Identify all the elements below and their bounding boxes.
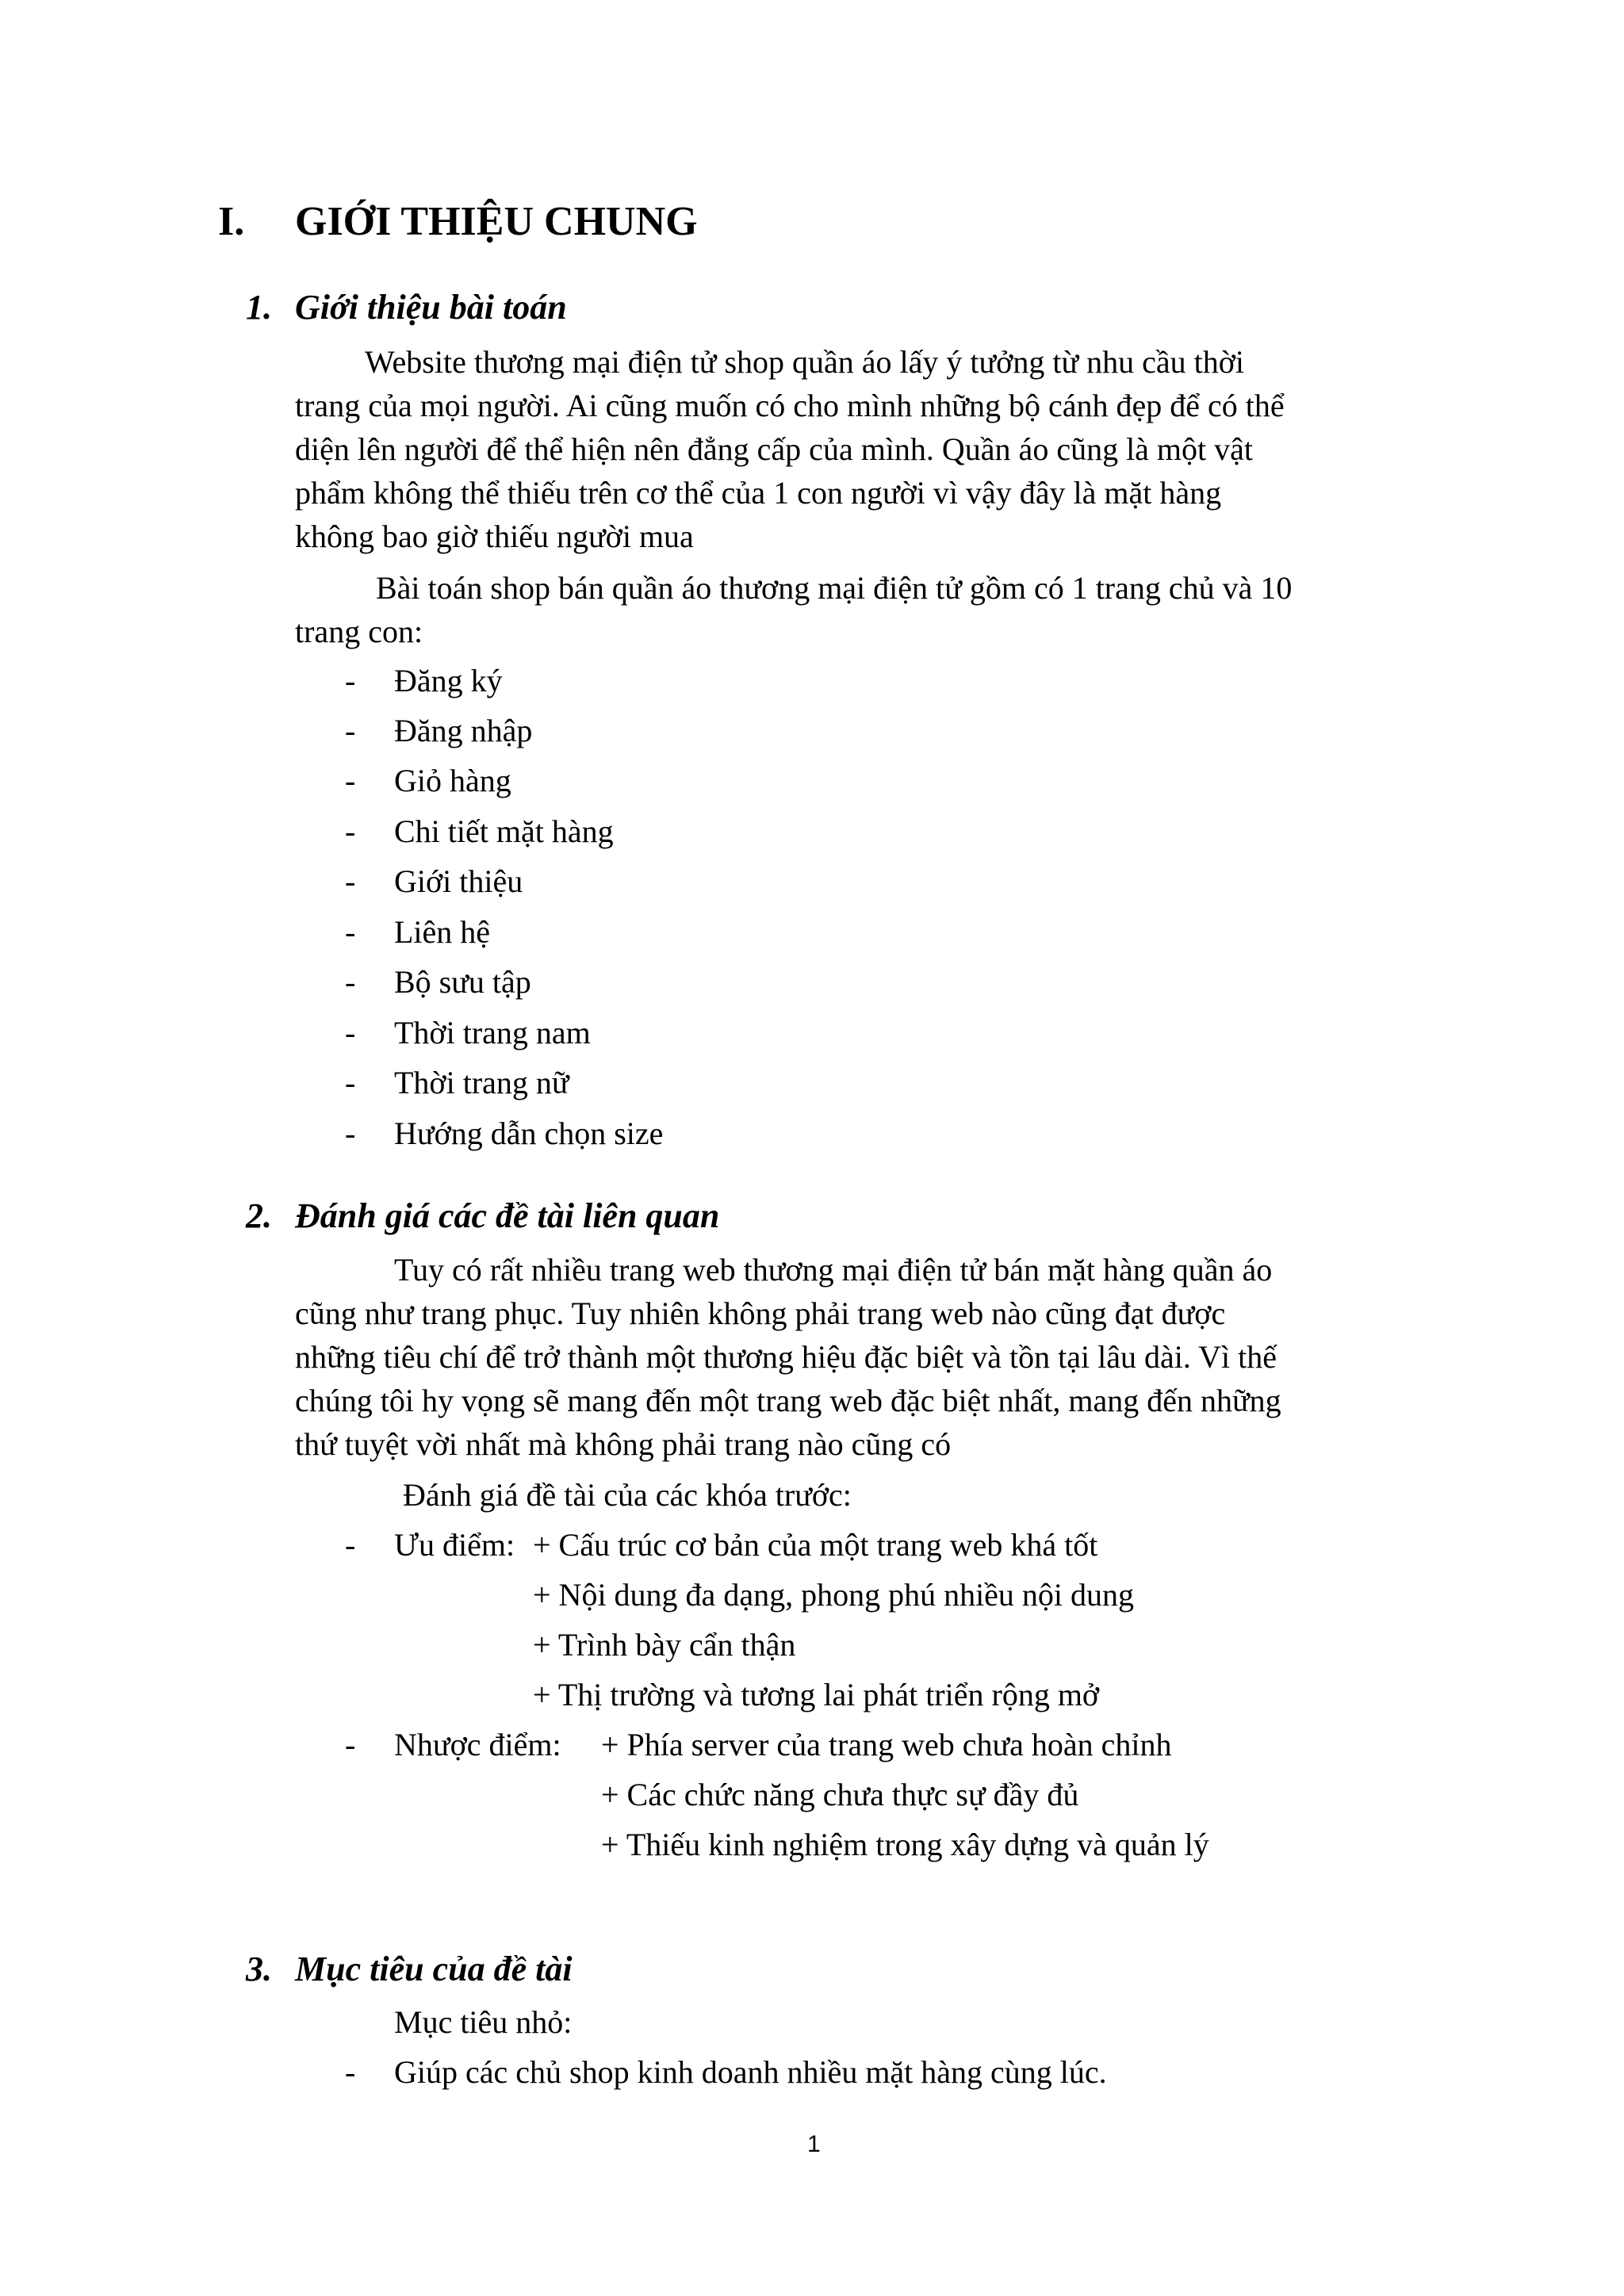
cons-item: + Phía server của trang web chưa hoàn chỉnh bbox=[601, 1727, 1172, 1762]
cons-label: Nhược điểm: bbox=[394, 1727, 561, 1762]
list-item: Liên hệ bbox=[394, 914, 491, 950]
subsection-title-2: Đánh giá các đề tài liên quan bbox=[295, 1196, 720, 1235]
cons-item: + Thiếu kinh nghiệm trong xây dựng và quản lý bbox=[601, 1827, 1209, 1862]
section-title: GIỚI THIỆU CHUNG bbox=[295, 199, 698, 244]
subsection-title-3: Mục tiêu của đề tài bbox=[295, 1950, 573, 1988]
list-bullet: - bbox=[345, 1527, 356, 1563]
list-item: Bộ sưu tập bbox=[394, 964, 531, 1000]
list-bullet: - bbox=[345, 713, 356, 748]
list-bullet: - bbox=[345, 2054, 356, 2090]
paragraph-line: cũng như trang phục. Tuy nhiên không phải trang web nào cũng đạt được bbox=[295, 1295, 1226, 1331]
paragraph-line: Website thương mại điện tử shop quần áo lấy ý tưởng từ nhu cầu thời bbox=[365, 344, 1245, 380]
list-item: Thời trang nam bbox=[394, 1015, 591, 1050]
list-item: Giỏ hàng bbox=[394, 763, 511, 798]
list-item: Đăng ký bbox=[394, 663, 503, 698]
paragraph-line: không bao giờ thiếu người mua bbox=[295, 519, 694, 554]
paragraph-line: những tiêu chí để trở thành một thương hiệu đặc biệt và tồn tại lâu dài. Vì thế bbox=[295, 1339, 1277, 1375]
list-bullet: - bbox=[345, 1065, 356, 1100]
paragraph-line: Bài toán shop bán quần áo thương mại điện tử gồm có 1 trang chủ và 10 bbox=[376, 570, 1293, 606]
list-item: Hướng dẫn chọn size bbox=[394, 1115, 664, 1151]
list-item: Giới thiệu bbox=[394, 863, 523, 899]
pros-item: + Cấu trúc cơ bản của một trang web khá tốt bbox=[533, 1527, 1098, 1563]
subsection-number-3: 3. bbox=[246, 1950, 272, 1988]
list-item: Chi tiết mặt hàng bbox=[394, 813, 614, 849]
paragraph-line: Mục tiêu nhỏ: bbox=[394, 2004, 573, 2040]
section-number: I. bbox=[218, 199, 245, 244]
paragraph-line: Tuy có rất nhiều trang web thương mại điện tử bán mặt hàng quần áo bbox=[394, 1252, 1273, 1288]
paragraph-line: Đánh giá đề tài của các khóa trước: bbox=[403, 1477, 852, 1513]
list-bullet: - bbox=[345, 1015, 356, 1050]
subsection-number-2: 2. bbox=[246, 1196, 272, 1235]
pros-item: + Trình bày cẩn thận bbox=[533, 1627, 796, 1663]
list-bullet: - bbox=[345, 1727, 356, 1762]
list-bullet: - bbox=[345, 763, 356, 798]
list-bullet: - bbox=[345, 813, 356, 849]
list-item: Giúp các chủ shop kinh doanh nhiều mặt hàng cùng lúc. bbox=[394, 2054, 1107, 2090]
paragraph-line: trang con: bbox=[295, 614, 423, 649]
pros-label: Ưu điểm: bbox=[394, 1527, 515, 1563]
subsection-number-1: 1. bbox=[246, 288, 272, 327]
list-bullet: - bbox=[345, 1115, 356, 1151]
pros-item: + Nội dung đa dạng, phong phú nhiều nội dung bbox=[533, 1577, 1135, 1613]
paragraph-line: diện lên người để thể hiện nên đẳng cấp của mình. Quần áo cũng là một vật bbox=[295, 431, 1254, 467]
paragraph-line: phẩm không thể thiếu trên cơ thể của 1 con người vì vậy đây là mặt hàng bbox=[295, 475, 1222, 511]
subsection-title-1: Giới thiệu bài toán bbox=[295, 288, 567, 327]
paragraph-line: trang của mọi người. Ai cũng muốn có cho mình những bộ cánh đẹp để có thể bbox=[295, 388, 1285, 423]
list-bullet: - bbox=[345, 914, 356, 950]
list-bullet: - bbox=[345, 663, 356, 698]
page-number: 1 bbox=[807, 2131, 821, 2157]
list-bullet: - bbox=[345, 964, 356, 1000]
cons-item: + Các chức năng chưa thực sự đầy đủ bbox=[601, 1777, 1079, 1812]
list-bullet: - bbox=[345, 863, 356, 899]
list-item: Thời trang nữ bbox=[394, 1065, 569, 1100]
list-item: Đăng nhập bbox=[394, 713, 533, 748]
pros-item: + Thị trường và tương lai phát triển rộng mở bbox=[533, 1677, 1100, 1712]
paragraph-line: chúng tôi hy vọng sẽ mang đến một trang web đặc biệt nhất, mang đến những bbox=[295, 1383, 1281, 1418]
paragraph-line: thứ tuyệt vời nhất mà không phải trang nào cũng có bbox=[295, 1426, 952, 1462]
